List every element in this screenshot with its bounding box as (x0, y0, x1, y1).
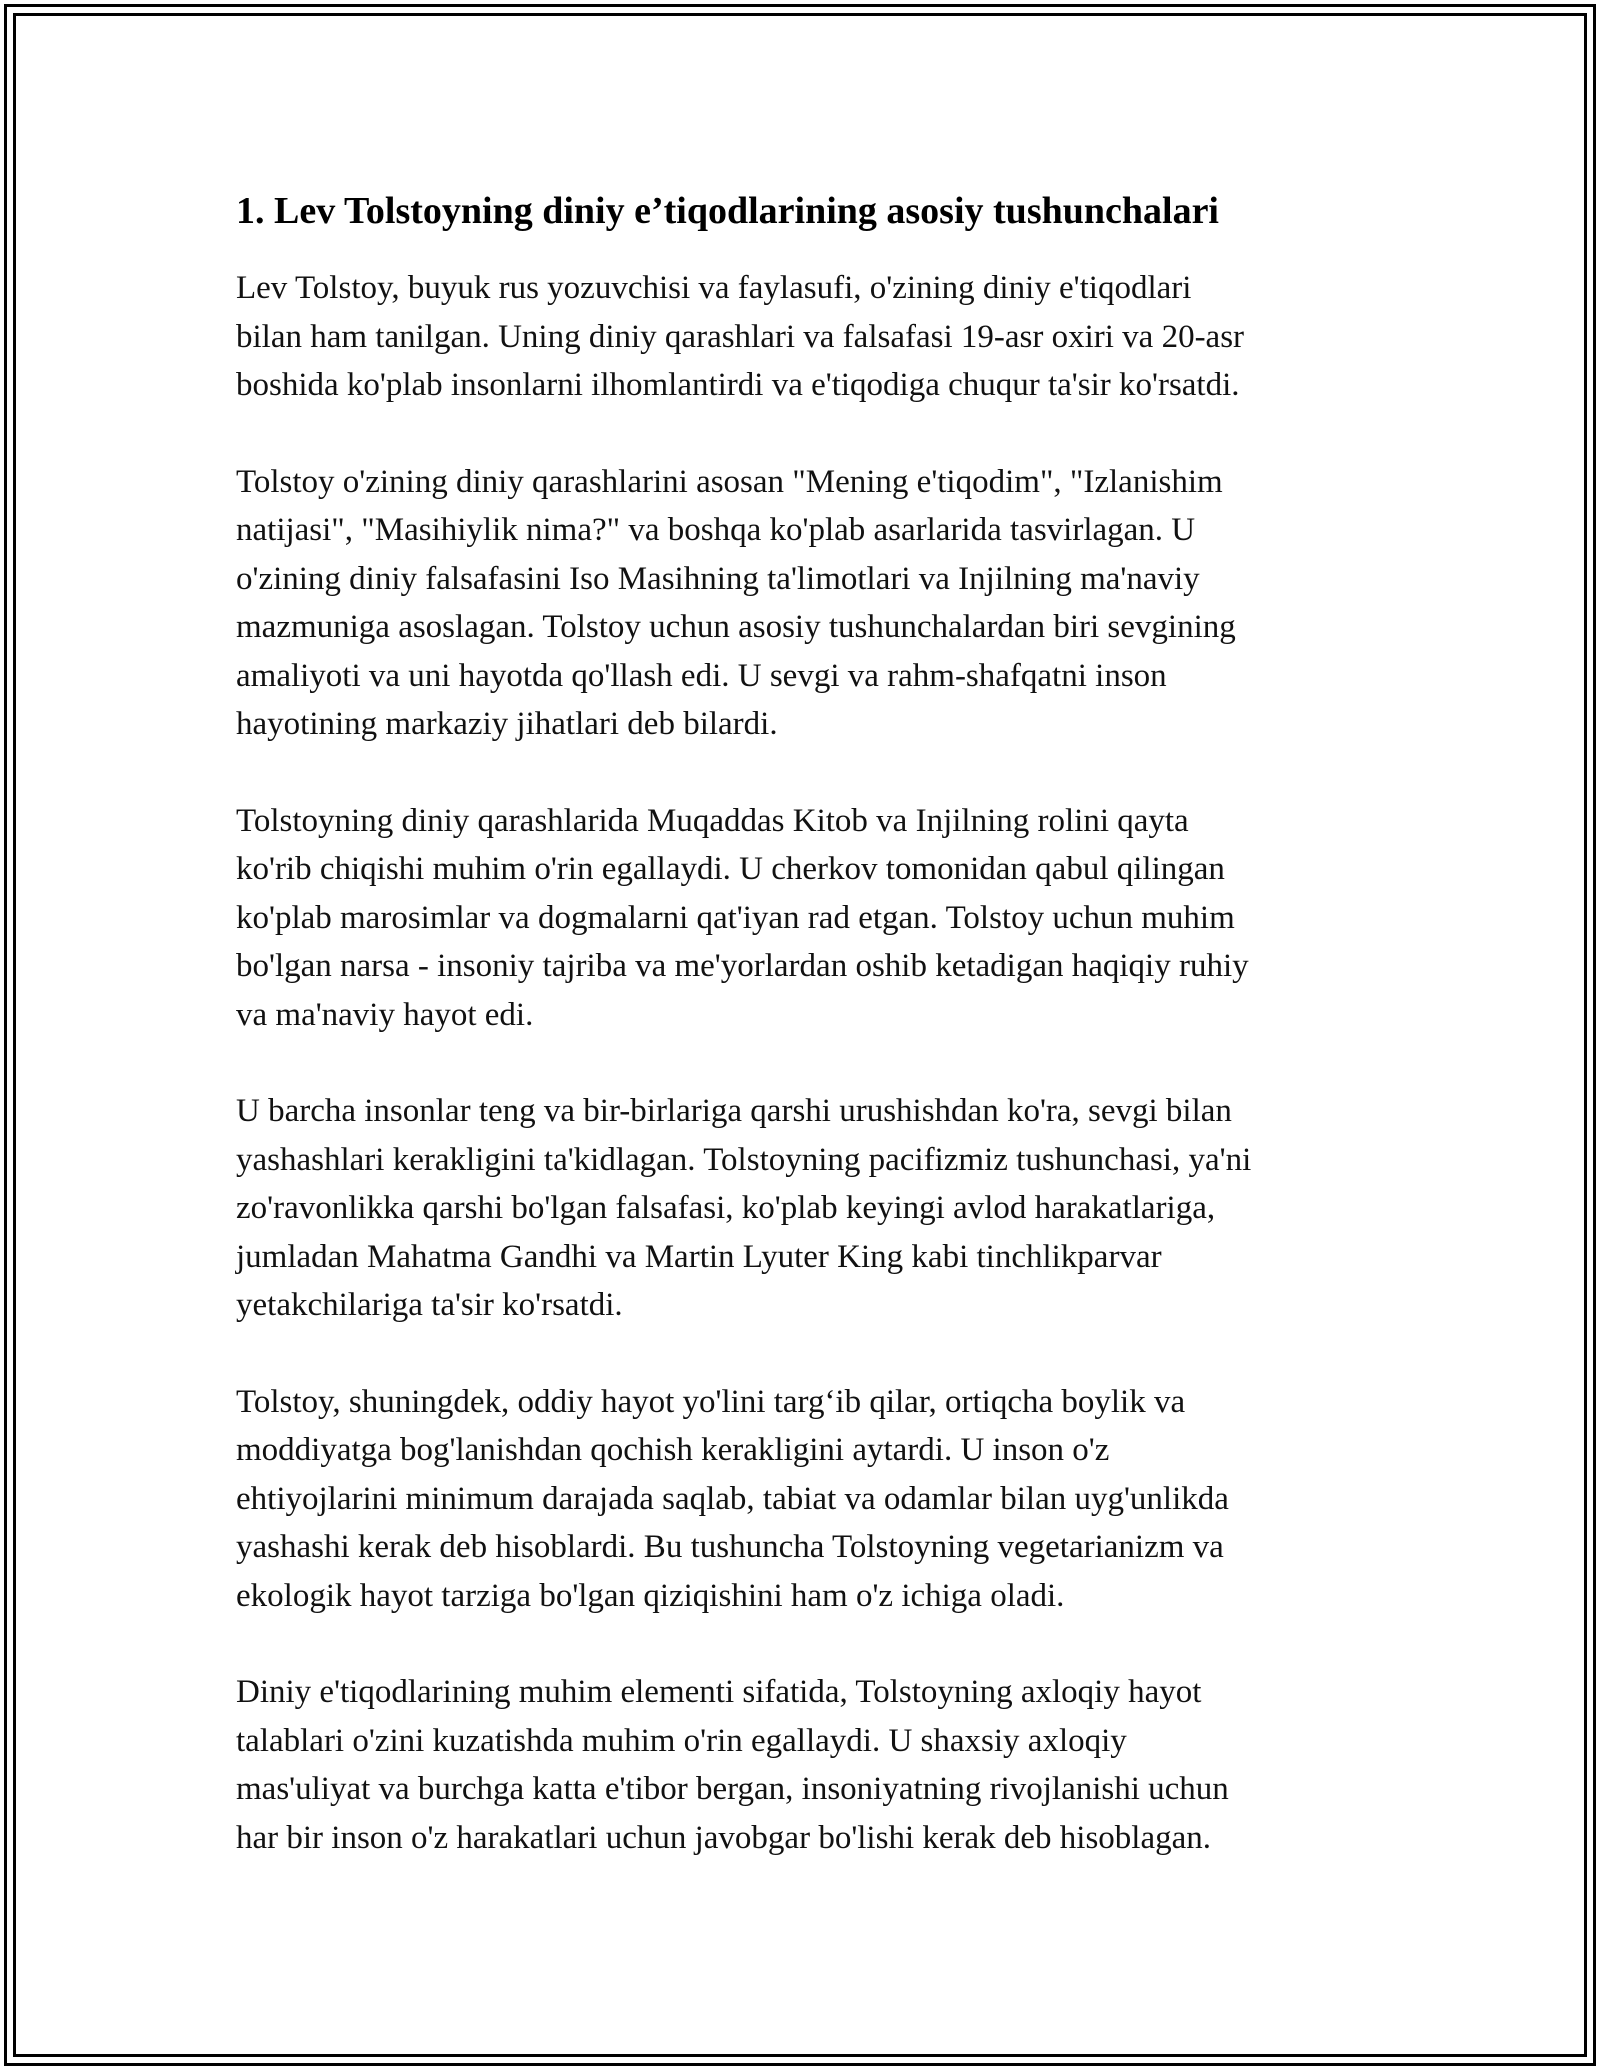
text-line: bo'lgan narsa - insoniy tajriba va me'yorlardan oshib ketadigan haqiqiy ruhiy (236, 948, 1249, 984)
text-line: boshida ko'plab insonlarni ilhomlantirdi va e'tiqodiga chuqur ta'sir ko'rsatdi. (236, 367, 1240, 403)
text-line: zo'ravonlikka qarshi bo'lgan falsafasi, ko'plab keyingi avlod harakatlariga, (236, 1190, 1216, 1226)
text-line: va ma'naviy hayot edi. (236, 996, 534, 1033)
text-line: natijasi", "Masihiylik nima?" va boshqa ko'plab asarlarida tasvirlagan. U (236, 512, 1196, 548)
paragraph-1 (236, 264, 1376, 410)
paragraph-2 (236, 458, 1376, 749)
text-line: yashashlari kerakligini ta'kidlagan. Tolstoyning pacifizmiz tushunchasi, ya'ni (236, 1141, 1252, 1178)
text-line: ko'rib chiqishi muhim o'rin egallaydi. U cherkov tomonidan qabul qilingan (236, 851, 1225, 887)
text-line: yashashi kerak deb hisoblardi. Bu tushuncha Tolstoyning vegetarianizm va (236, 1529, 1224, 1565)
paragraph-5 (236, 1378, 1376, 1621)
text-line: talablari o'zini kuzatishda muhim o'rin egallaydi. U shaxsiy axloqiy (236, 1722, 1127, 1759)
text-line: mas'uliyat va burchga katta e'tibor bergan, insoniyatning rivojlanishi uchun (236, 1771, 1229, 1807)
paragraph-3 (236, 797, 1376, 1040)
text-line: jumladan Mahatma Gandhi va Martin Lyuter King kabi tinchlikparvar (236, 1238, 1162, 1275)
text-line: ehtiyojlarini minimum darajada saqlab, tabiat va odamlar bilan uyg'unlikda (236, 1480, 1229, 1517)
document-body (236, 186, 1376, 1910)
text-line: moddiyatga bog'lanishdan qochish kerakligini aytardi. U inson o'z (236, 1432, 1110, 1468)
text-line: har bir inson o'z harakatlari uchun javobgar bo'lishi kerak deb hisoblagan. (236, 1819, 1212, 1856)
text-line: bilan ham tanilgan. Uning diniy qarashlari va falsafasi 19-asr oxiri va 20-asr (236, 318, 1245, 355)
text-line: Tolstoy o'zining diniy qarashlarini asosan "Mening e'tiqodim", "Izlanishim (236, 463, 1223, 500)
paragraph-6 (236, 1668, 1376, 1862)
text-line: amaliyoti va uni hayotda qo'llash edi. U sevgi va rahm-shafqatni inson (236, 657, 1167, 694)
text-line: ekologik hayot tarziga bo'lgan qiziqishini ham o'z ichiga oladi. (236, 1577, 1065, 1614)
text-line: Tolstoy, shuningdek, oddiy hayot yo'lini targ‘ib qilar, ortiqcha boylik va (236, 1383, 1186, 1420)
text-line: o'zining diniy falsafasini Iso Masihning ta'limotlari va Injilning ma'naviy (236, 560, 1200, 597)
section-heading: 1. Lev Tolstoyning diniy e’tiqodlarining asosiy tushunchalari (236, 190, 1219, 232)
text-line: mazmuniga asoslagan. Tolstoy uchun asosiy tushunchalardan biri sevgining (236, 609, 1236, 645)
text-line: hayotining markaziy jihatlari deb bilardi. (236, 706, 778, 742)
text-line: Lev Tolstoy, buyuk rus yozuvchisi va faylasufi, o'zining diniy e'tiqodlari (236, 270, 1192, 306)
text-line: Tolstoyning diniy qarashlarida Muqaddas Kitob va Injilning rolini qayta (236, 802, 1189, 839)
text-line: Diniy e'tiqodlarining muhim elementi sifatida, Tolstoyning axloqiy hayot (236, 1674, 1202, 1710)
text-line: U barcha insonlar teng va bir-birlariga qarshi urushishdan ko'ra, sevgi bilan (236, 1093, 1232, 1129)
paragraph-4 (236, 1087, 1376, 1330)
text-line: yetakchilariga ta'sir ko'rsatdi. (236, 1287, 623, 1323)
text-line: ko'plab marosimlar va dogmalarni qat'iyan rad etgan. Tolstoy uchun muhim (236, 899, 1235, 936)
